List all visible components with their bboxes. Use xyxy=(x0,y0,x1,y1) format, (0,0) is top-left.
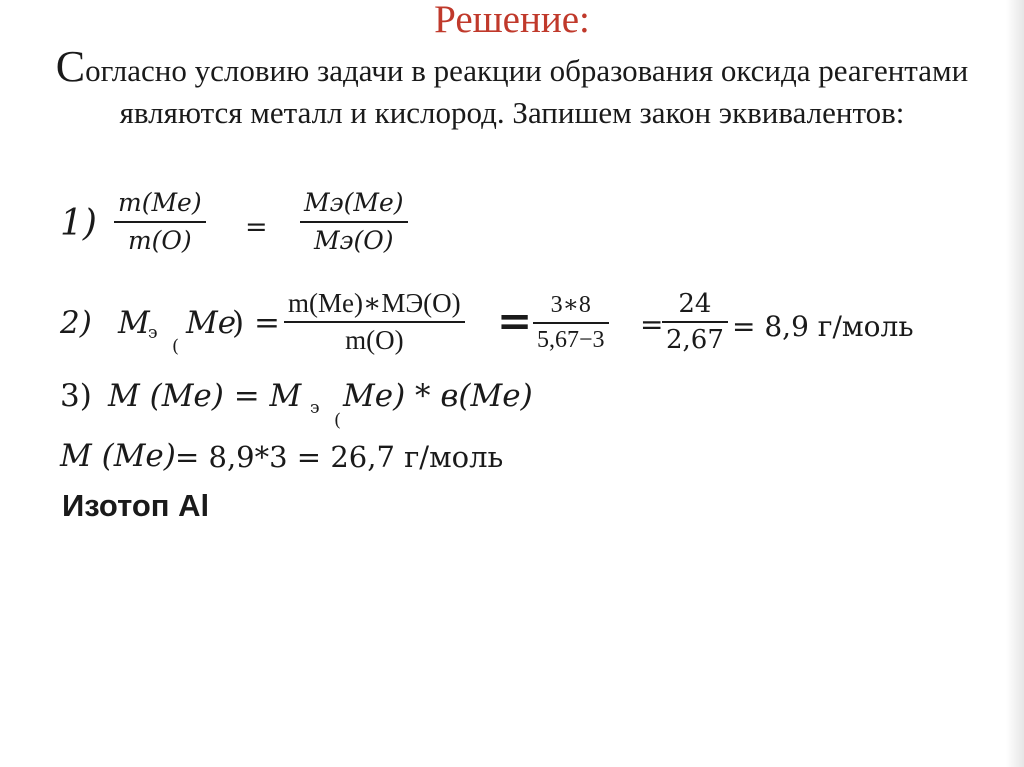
intro-paragraph xyxy=(40,42,984,134)
eq3-text-a: M (Me) = M xyxy=(108,378,302,414)
eq2-label: 2) xyxy=(60,305,92,341)
eq2-fraction-1-denominator: m(O) xyxy=(284,321,465,355)
slide-title: Решение: xyxy=(434,0,590,41)
eq2-fraction-2 xyxy=(533,292,609,354)
eq2-fraction-3 xyxy=(662,290,728,354)
eq2-lhs-Me: Me xyxy=(186,305,237,341)
eq2-lhs-M: M xyxy=(118,305,150,341)
eq2-lhs-paren: ( xyxy=(172,336,180,357)
eq1-label: 1) xyxy=(60,203,97,244)
eq2-equals-a: = xyxy=(497,296,533,345)
eq2-lhs-close: ) = xyxy=(232,305,280,341)
eq4-lhs: M (Me) xyxy=(60,438,176,474)
eq2-result: = 8,9 г/моль xyxy=(732,310,914,343)
eq3-text-b: Me) * в(Me) xyxy=(343,378,533,414)
eq3-subscript: э xyxy=(310,398,320,418)
conclusion: Изотоп Al xyxy=(62,488,210,523)
eq4-rhs: = 8,9*3 = 26,7 г/моль xyxy=(175,440,504,474)
eq1-equals: = xyxy=(245,212,268,243)
eq2-equals-b: = xyxy=(640,308,664,341)
intro-drop-cap: С xyxy=(55,42,86,91)
eq2-fraction-3-numerator: 24 xyxy=(678,289,712,319)
eq1-lhs-denominator: m(O) xyxy=(114,221,206,256)
eq3-label: 3) xyxy=(60,378,92,414)
eq2-lhs-subscript: э xyxy=(148,323,158,343)
eq2-fraction-1 xyxy=(284,289,465,355)
eq3-paren: ( xyxy=(334,410,342,431)
eq2-fraction-2-numerator: 3∗8 xyxy=(550,292,591,318)
eq1-rhs-denominator: Mэ(O) xyxy=(300,221,408,256)
eq2-fraction-2-denominator: 5,67−3 xyxy=(533,322,609,354)
eq1-lhs-fraction xyxy=(114,188,206,256)
intro-text: огласно условию задачи в реакции образования оксида реагентами являются металл и кислород. Запишем закон эквивалентов: xyxy=(85,53,969,130)
slide-edge-shadow xyxy=(1006,0,1024,767)
eq1-rhs-fraction xyxy=(300,188,408,256)
eq1-lhs-numerator: m(Me) xyxy=(118,188,202,217)
eq1-rhs-numerator: Mэ(Me) xyxy=(304,188,404,217)
eq2-fraction-1-numerator: m(Me)∗MЭ(O) xyxy=(288,288,461,318)
eq2-fraction-3-denominator: 2,67 xyxy=(662,321,728,354)
